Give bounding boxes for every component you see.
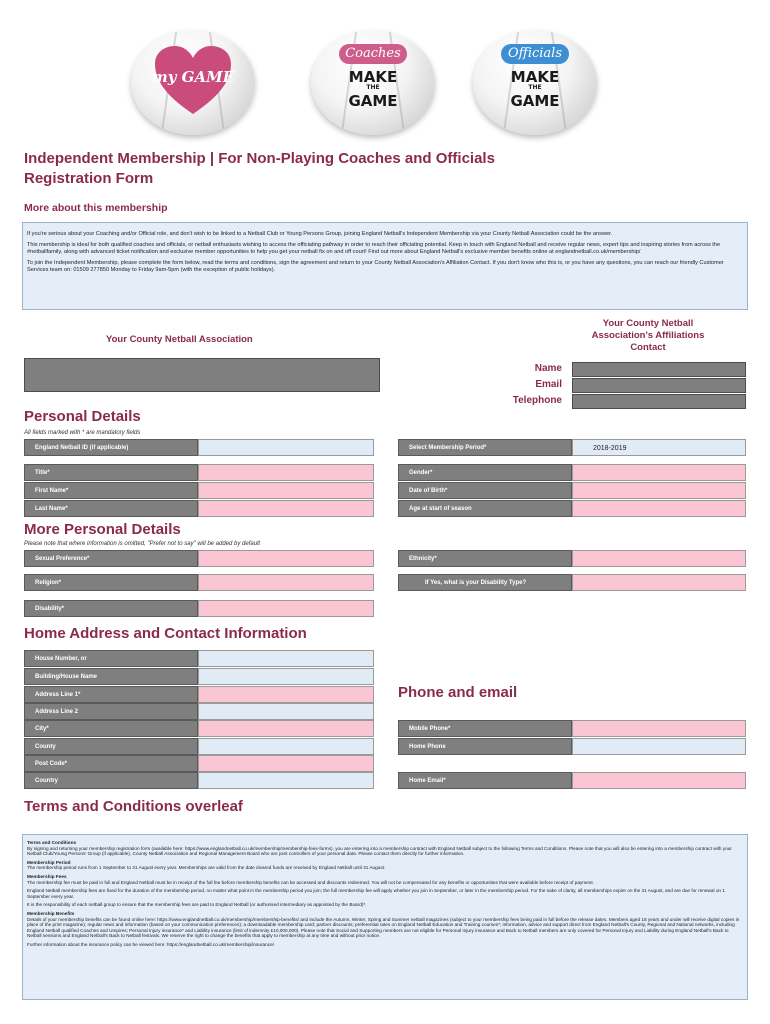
terms-paragraph: The membership fee must be paid in full and England Netball must be in receipt of the full fee before membership benefits can be accessed and discounts redeemed. You will not be compensated for any benefits or opportunities that were available before receipt of payment. — [27, 879, 595, 885]
terms-subheading: Membership Fees — [27, 873, 67, 879]
coaches-logo: Coaches MAKE THE GAME — [311, 30, 435, 135]
home-phone-field[interactable] — [572, 738, 746, 755]
terms-box — [22, 834, 748, 1000]
dob-field[interactable] — [572, 482, 746, 499]
last-name-label: Last Name* — [24, 500, 198, 517]
first-name-field[interactable] — [198, 482, 374, 499]
terms-paragraph: By signing and returning your membership registration form (available here: https://www.englandnetball.co.uk/membership/membership-fees-forms), you are entering into a membership contract with England Netball subject to the following Terms and Conditions. Please note that you will also be entering into a membership contract with your Netball Club/Young Persons' Group (if applicable), County Netball Association and Regional Management Board who are joint controllers of your personal data. Please contact them directly for further information. — [27, 845, 732, 857]
disability-field[interactable] — [198, 600, 374, 617]
officials-tag: Officials — [501, 44, 569, 64]
terms-paragraph: It is the responsibility of each netball group to ensure that the membership fees are paid to England Netball (or authorised intermediary as appointed by the Board)*. — [27, 902, 367, 908]
home-address-heading: Home Address and Contact Information — [24, 625, 307, 642]
terms-paragraph: Details of your membership benefits can be found online here: https://www.englandnetball.co.uk/membership/membership-benefits/ and include the Autumn, Winter, Spring and Summer netball magazines (subject to your membership fees being paid in full before the release dates. Members aged 18 years and under will receive digital copies in place of the print magazine); regular news and information (based on your communication preferences); a downloadable membership card; partner discounts; preferential rates on England Netball Education and Training courses*; information, advice and support direct from England Netball's County, Regional and National networks, including England Netball qualified Coaches and Umpires; Personal Injury insurance* and Liability insurance (limit of indemnity £10,000,000). Please note that Social and Supporting members are not eligible for Personal Injury insurance and Back to Netball members are only covered for Personal Injury and Liability during England Netball's Back to Netball sessions and England Netball's Back to Netball festivals. We reserve the right to change the benefits that apply to membership at any time and without prior notice. — [27, 916, 740, 939]
house-number-label: House Number, or — [24, 650, 198, 667]
ethnicity-field[interactable] — [572, 550, 746, 567]
gender-field[interactable] — [572, 464, 746, 481]
contact-name-label: Name — [534, 363, 562, 374]
title-label: Title* — [24, 464, 198, 481]
sexual-preference-label: Sexual Preference* — [24, 550, 198, 567]
home-email-label: Home Email* — [398, 772, 572, 789]
contact-telephone-label: Telephone — [512, 395, 562, 406]
city-label: City* — [24, 720, 198, 737]
last-name-field[interactable] — [198, 500, 374, 517]
terms-subheading: Membership Benefits — [27, 910, 75, 916]
postcode-field[interactable] — [198, 755, 374, 772]
more-personal-details-heading: More Personal Details — [24, 521, 181, 538]
ethnicity-label: Ethnicity* — [398, 550, 572, 567]
contact-email-label: Email — [535, 379, 562, 390]
mobile-phone-field[interactable] — [572, 720, 746, 737]
en-id-field[interactable] — [198, 439, 374, 456]
disability-label: Disability* — [24, 600, 198, 617]
membership-period-select[interactable]: 2018-2019 — [572, 439, 746, 456]
my-game-text: my GAME — [151, 68, 235, 86]
disability-type-field[interactable] — [572, 574, 746, 591]
city-field[interactable] — [198, 720, 374, 737]
contact-telephone-field[interactable] — [572, 394, 746, 409]
house-name-label: Building/House Name — [24, 668, 198, 685]
page-title: Independent Membership | For Non-Playing Coaches and Officials Registration Form — [24, 150, 495, 187]
contact-name-field[interactable] — [572, 362, 746, 377]
omitted-info-note: Please note that where information is omitted, "Prefer not to say" will be added by default — [24, 541, 261, 547]
coaches-tag: Coaches — [339, 44, 407, 64]
country-field[interactable] — [198, 772, 374, 789]
terms-subheading: Terms and Conditions — [27, 840, 77, 845]
country-label: Country — [24, 772, 198, 789]
county-association-label: Your County Netball Association — [106, 334, 253, 345]
terms-paragraph: Further information about the insurance policy can be viewed here: https://englandnetball.co.uk/membership/insurance/ — [27, 941, 275, 947]
mobile-phone-label: Mobile Phone* — [398, 720, 572, 737]
logo-row — [0, 30, 770, 140]
first-name-label: First Name* — [24, 482, 198, 499]
house-number-field[interactable] — [198, 650, 374, 667]
county-association-field[interactable] — [24, 358, 380, 392]
en-id-label: England Netball ID (if applicable) — [24, 439, 198, 456]
affiliations-contact-label: Your County Netball Association's Affiliations Contact — [591, 318, 705, 353]
terms-subheading: Membership Period — [27, 859, 71, 865]
title-field[interactable] — [198, 464, 374, 481]
address-line2-field[interactable] — [198, 703, 374, 720]
county-label: County — [24, 738, 198, 755]
terms-heading: Terms and Conditions overleaf — [24, 798, 243, 815]
home-email-field[interactable] — [572, 772, 746, 789]
religion-label: Religion* — [24, 574, 198, 591]
county-field[interactable] — [198, 738, 374, 755]
address-line1-label: Address Line 1* — [24, 686, 198, 703]
mandatory-note: All fields marked with * are mandatory fields — [24, 430, 141, 436]
info-paragraph: To join the Independent Membership, please complete the form below, read the terms and conditions, sign the agreement and return to your County Netball Association's Affiliation Contact. If you don't know who this is, or you have any questions, you can reach our friendly Customer Services team on: 01509 277850 Monday to Friday 9am-5pm (with the exception of public holidays). — [27, 260, 724, 273]
postcode-label: Post Code* — [24, 755, 198, 772]
contact-email-field[interactable] — [572, 378, 746, 393]
address-line1-field[interactable] — [198, 686, 374, 703]
gender-label: Gender* — [398, 464, 572, 481]
address-line2-label: Address Line 2 — [24, 703, 198, 720]
religion-field[interactable] — [198, 574, 374, 591]
terms-paragraph: The membership period runs from 1 September to 31 August every year. Memberships are valid from the date cleared funds are received by England Netball until 31 August. — [27, 865, 386, 871]
home-phone-label: Home Phone — [398, 738, 572, 755]
info-paragraph: If you're serious about your Coaching and/or Official role, and don't wish to be linked to a Netball Club or Young Persons Group, joining England Netball's Independent Membership via your County Netball Association could be the answer. — [27, 231, 613, 237]
officials-logo: Officials MAKE THE GAME — [473, 30, 597, 135]
membership-subheading: More about this membership — [24, 202, 168, 214]
membership-period-label: Select Membership Period* — [398, 439, 572, 456]
my-game-logo — [131, 30, 255, 135]
disability-type-label: If Yes, what is your Disability Type? — [398, 574, 572, 591]
sexual-preference-field[interactable] — [198, 550, 374, 567]
info-paragraph: This membership is ideal for both qualified coaches and officials, or netball enthusiasts wishing to access the officiating pathway in order to reach their officiating potential. Keep in touch with England Netball and receive regular news, expert tips and inspiring stories from across the #netballfamily, along with advanced ticket notification and exclusive member opportunities to help you get your netball fix on and off court! Find out more about England Netball's exclusive member benefits online at englandnetball.co.uk/membership/ — [27, 242, 721, 255]
house-name-field[interactable] — [198, 668, 374, 685]
age-field[interactable] — [572, 500, 746, 517]
age-label: Age at start of season — [398, 500, 572, 517]
terms-paragraph: England Netball membership fees are fixed for the duration of the membership period, no matter what point in the membership period you join; the full membership fee will apply whether you join in September, or later in the membership period. For the sake of clarity, all memberships expire on the 31 August, and are due for renewal on 1 September every year. — [27, 888, 725, 899]
personal-details-heading: Personal Details — [24, 408, 141, 425]
membership-info-box — [22, 222, 748, 310]
phone-email-heading: Phone and email — [398, 684, 518, 701]
dob-label: Date of Birth* — [398, 482, 572, 499]
